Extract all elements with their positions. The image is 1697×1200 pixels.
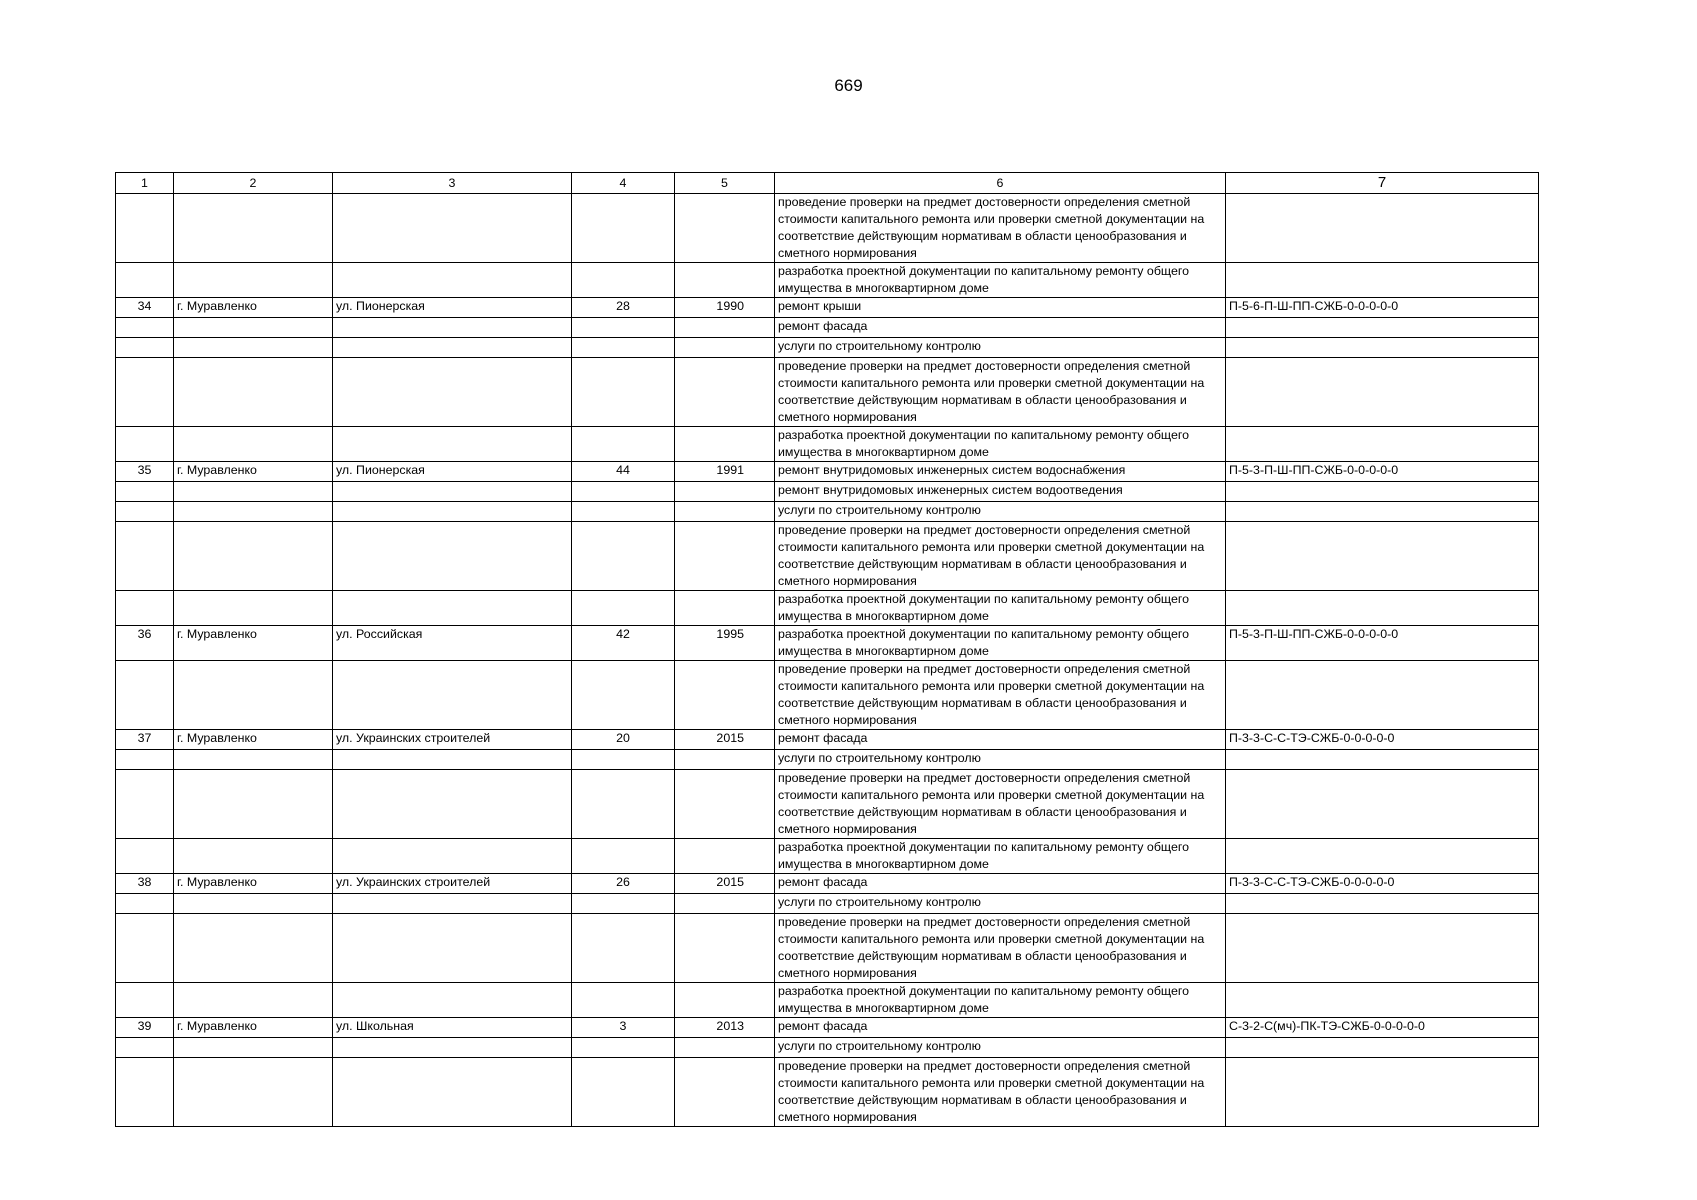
house-number-cell: 28	[572, 298, 675, 318]
street-cell	[333, 358, 572, 427]
building-code-cell	[1226, 983, 1539, 1018]
year-cell: 1995	[675, 626, 775, 661]
city-cell: г. Муравленко	[174, 730, 333, 750]
row-number-cell	[116, 263, 174, 298]
row-number-cell	[116, 482, 174, 502]
table-row	[116, 358, 1539, 427]
work-type-cell: разработка проектной документации по капитальному ремонту общего имущества в многоквартирном доме	[775, 427, 1226, 462]
work-type-cell: проведение проверки на предмет достоверности определения сметной стоимости капитального ремонта или проверки сметной документации на соответствие действующим нормативам в области ценообразования и сметного нормирования	[775, 522, 1226, 591]
row-number-cell	[116, 194, 174, 263]
row-number-cell: 34	[116, 298, 174, 318]
row-number-cell	[116, 427, 174, 462]
column-header: 1	[116, 173, 174, 194]
city-cell: г. Муравленко	[174, 626, 333, 661]
city-cell	[174, 591, 333, 626]
building-code-cell: П-5-6-П-Ш-ПП-СЖБ-0-0-0-0-0	[1226, 298, 1539, 318]
house-number-cell	[572, 839, 675, 874]
city-cell	[174, 1038, 333, 1058]
work-type-cell: услуги по строительному контролю	[775, 1038, 1226, 1058]
street-cell	[333, 983, 572, 1018]
column-header: 2	[174, 173, 333, 194]
table-row	[116, 263, 1539, 298]
house-number-cell: 3	[572, 1018, 675, 1038]
row-number-cell	[116, 914, 174, 983]
city-cell: г. Муравленко	[174, 1018, 333, 1038]
column-header: 6	[775, 173, 1226, 194]
year-cell: 2015	[675, 874, 775, 894]
work-type-cell: услуги по строительному контролю	[775, 338, 1226, 358]
city-cell: г. Муравленко	[174, 298, 333, 318]
row-number-cell	[116, 983, 174, 1018]
table-row	[116, 661, 1539, 730]
year-cell	[675, 591, 775, 626]
house-number-cell	[572, 522, 675, 591]
year-cell	[675, 358, 775, 427]
year-cell	[675, 263, 775, 298]
work-type-cell: разработка проектной документации по капитальному ремонту общего имущества в многоквартирном доме	[775, 591, 1226, 626]
house-number-cell	[572, 482, 675, 502]
table-row	[116, 427, 1539, 462]
city-cell	[174, 661, 333, 730]
street-cell	[333, 894, 572, 914]
house-number-cell	[572, 338, 675, 358]
table-row	[116, 462, 1539, 482]
street-cell	[333, 263, 572, 298]
year-cell	[675, 502, 775, 522]
house-number-cell	[572, 661, 675, 730]
work-type-cell: проведение проверки на предмет достоверности определения сметной стоимости капитального ремонта или проверки сметной документации на соответствие действующим нормативам в области ценообразования и сметного нормирования	[775, 914, 1226, 983]
table-row	[116, 874, 1539, 894]
street-cell: ул. Школьная	[333, 1018, 572, 1038]
year-cell	[675, 661, 775, 730]
house-number-cell	[572, 1038, 675, 1058]
year-cell	[675, 194, 775, 263]
building-code-cell	[1226, 894, 1539, 914]
work-type-cell: услуги по строительному контролю	[775, 502, 1226, 522]
table-row	[116, 894, 1539, 914]
city-cell	[174, 263, 333, 298]
city-cell	[174, 427, 333, 462]
street-cell	[333, 1038, 572, 1058]
house-number-cell	[572, 894, 675, 914]
row-number-cell: 36	[116, 626, 174, 661]
table-row	[116, 338, 1539, 358]
building-code-cell	[1226, 661, 1539, 730]
work-type-cell: ремонт внутридомовых инженерных систем водоснабжения	[775, 462, 1226, 482]
table-row	[116, 770, 1539, 839]
year-cell	[675, 318, 775, 338]
building-code-cell	[1226, 770, 1539, 839]
table-row	[116, 522, 1539, 591]
work-type-cell: проведение проверки на предмет достоверности определения сметной стоимости капитального ремонта или проверки сметной документации на соответствие действующим нормативам в области ценообразования и сметного нормирования	[775, 661, 1226, 730]
street-cell	[333, 914, 572, 983]
row-number-cell: 37	[116, 730, 174, 750]
column-header: 4	[572, 173, 675, 194]
row-number-cell	[116, 502, 174, 522]
house-number-cell	[572, 194, 675, 263]
table-row	[116, 839, 1539, 874]
city-cell	[174, 894, 333, 914]
city-cell	[174, 194, 333, 263]
row-number-cell	[116, 318, 174, 338]
work-type-cell: ремонт крыши	[775, 298, 1226, 318]
row-number-cell	[116, 358, 174, 427]
work-type-cell: разработка проектной документации по капитальному ремонту общего имущества в многоквартирном доме	[775, 626, 1226, 661]
year-cell	[675, 894, 775, 914]
building-code-cell: П-5-3-П-Ш-ПП-СЖБ-0-0-0-0-0	[1226, 626, 1539, 661]
work-type-cell: услуги по строительному контролю	[775, 750, 1226, 770]
work-type-cell: ремонт фасада	[775, 730, 1226, 750]
building-code-cell	[1226, 914, 1539, 983]
city-cell	[174, 983, 333, 1018]
house-number-cell	[572, 983, 675, 1018]
city-cell	[174, 482, 333, 502]
house-number-cell	[572, 770, 675, 839]
year-cell	[675, 522, 775, 591]
work-type-cell: проведение проверки на предмет достоверности определения сметной стоимости капитального ремонта или проверки сметной документации на соответствие действующим нормативам в области ценообразования и сметного нормирования	[775, 194, 1226, 263]
street-cell: ул. Украинских строителей	[333, 874, 572, 894]
table-row	[116, 591, 1539, 626]
building-code-cell	[1226, 1038, 1539, 1058]
street-cell	[333, 661, 572, 730]
city-cell	[174, 502, 333, 522]
building-code-cell	[1226, 1058, 1539, 1127]
page-number: 669	[834, 76, 863, 95]
city-cell: г. Муравленко	[174, 462, 333, 482]
city-cell	[174, 750, 333, 770]
table-row	[116, 914, 1539, 983]
house-number-cell: 26	[572, 874, 675, 894]
year-cell	[675, 1038, 775, 1058]
house-number-cell	[572, 358, 675, 427]
street-cell: ул. Пионерская	[333, 298, 572, 318]
building-code-cell	[1226, 482, 1539, 502]
row-number-cell	[116, 338, 174, 358]
table-row	[116, 502, 1539, 522]
row-number-cell	[116, 661, 174, 730]
row-number-cell: 35	[116, 462, 174, 482]
building-code-cell: П-3-3-С-С-ТЭ-СЖБ-0-0-0-0-0	[1226, 874, 1539, 894]
building-code-cell: С-3-2-С(мч)-ПК-ТЭ-СЖБ-0-0-0-0-0	[1226, 1018, 1539, 1038]
work-type-cell: проведение проверки на предмет достоверности определения сметной стоимости капитального ремонта или проверки сметной документации на соответствие действующим нормативам в области ценообразования и сметного нормирования	[775, 358, 1226, 427]
table-row	[116, 626, 1539, 661]
table-row	[116, 318, 1539, 338]
work-type-cell: разработка проектной документации по капитальному ремонту общего имущества в многоквартирном доме	[775, 263, 1226, 298]
column-number-row	[116, 173, 1539, 194]
city-cell	[174, 338, 333, 358]
building-code-cell	[1226, 591, 1539, 626]
column-header: 7	[1226, 173, 1539, 194]
house-number-cell: 42	[572, 626, 675, 661]
work-type-cell: разработка проектной документации по капитальному ремонту общего имущества в многоквартирном доме	[775, 983, 1226, 1018]
table-row	[116, 983, 1539, 1018]
row-number-cell	[116, 839, 174, 874]
street-cell	[333, 194, 572, 263]
city-cell	[174, 358, 333, 427]
year-cell: 2013	[675, 1018, 775, 1038]
row-number-cell	[116, 750, 174, 770]
column-header: 5	[675, 173, 775, 194]
work-type-cell: проведение проверки на предмет достоверности определения сметной стоимости капитального ремонта или проверки сметной документации на соответствие действующим нормативам в области ценообразования и сметного нормирования	[775, 770, 1226, 839]
street-cell	[333, 750, 572, 770]
building-code-cell	[1226, 502, 1539, 522]
building-code-cell: П-3-3-С-С-ТЭ-СЖБ-0-0-0-0-0	[1226, 730, 1539, 750]
street-cell	[333, 770, 572, 839]
row-number-cell	[116, 1058, 174, 1127]
year-cell: 1990	[675, 298, 775, 318]
row-number-cell	[116, 770, 174, 839]
table-row	[116, 750, 1539, 770]
building-code-cell	[1226, 318, 1539, 338]
house-number-cell	[572, 750, 675, 770]
year-cell: 1991	[675, 462, 775, 482]
house-number-cell	[572, 427, 675, 462]
year-cell	[675, 338, 775, 358]
city-cell	[174, 318, 333, 338]
house-number-cell	[572, 318, 675, 338]
house-number-cell: 20	[572, 730, 675, 750]
street-cell	[333, 338, 572, 358]
city-cell	[174, 914, 333, 983]
table-row	[116, 194, 1539, 263]
year-cell	[675, 482, 775, 502]
building-code-cell	[1226, 427, 1539, 462]
city-cell	[174, 522, 333, 591]
work-type-cell: ремонт фасада	[775, 1018, 1226, 1038]
street-cell	[333, 482, 572, 502]
street-cell	[333, 318, 572, 338]
street-cell: ул. Пионерская	[333, 462, 572, 482]
year-cell	[675, 750, 775, 770]
table-body	[116, 194, 1539, 1127]
work-type-cell: разработка проектной документации по капитальному ремонту общего имущества в многоквартирном доме	[775, 839, 1226, 874]
street-cell	[333, 522, 572, 591]
work-type-cell: ремонт внутридомовых инженерных систем водоотведения	[775, 482, 1226, 502]
house-number-cell	[572, 1058, 675, 1127]
column-header: 3	[333, 173, 572, 194]
house-number-cell	[572, 591, 675, 626]
row-number-cell: 38	[116, 874, 174, 894]
year-cell	[675, 1058, 775, 1127]
row-number-cell	[116, 894, 174, 914]
street-cell	[333, 839, 572, 874]
street-cell	[333, 1058, 572, 1127]
year-cell: 2015	[675, 730, 775, 750]
table-row	[116, 482, 1539, 502]
street-cell: ул. Российская	[333, 626, 572, 661]
street-cell	[333, 427, 572, 462]
city-cell	[174, 770, 333, 839]
house-number-cell	[572, 263, 675, 298]
row-number-cell	[116, 591, 174, 626]
street-cell: ул. Украинских строителей	[333, 730, 572, 750]
building-code-cell	[1226, 263, 1539, 298]
street-cell	[333, 502, 572, 522]
year-cell	[675, 427, 775, 462]
year-cell	[675, 983, 775, 1018]
table-row	[116, 1018, 1539, 1038]
table-row	[116, 298, 1539, 318]
city-cell	[174, 1058, 333, 1127]
city-cell: г. Муравленко	[174, 874, 333, 894]
building-code-cell	[1226, 194, 1539, 263]
building-code-cell	[1226, 522, 1539, 591]
work-type-cell: ремонт фасада	[775, 874, 1226, 894]
street-cell	[333, 591, 572, 626]
building-code-cell	[1226, 338, 1539, 358]
year-cell	[675, 914, 775, 983]
year-cell	[675, 770, 775, 839]
house-number-cell	[572, 502, 675, 522]
city-cell	[174, 839, 333, 874]
building-code-cell	[1226, 750, 1539, 770]
repair-schedule-table	[115, 172, 1539, 1127]
building-code-cell: П-5-3-П-Ш-ПП-СЖБ-0-0-0-0-0	[1226, 462, 1539, 482]
table-row	[116, 730, 1539, 750]
table-row	[116, 1038, 1539, 1058]
building-code-cell	[1226, 839, 1539, 874]
house-number-cell: 44	[572, 462, 675, 482]
building-code-cell	[1226, 358, 1539, 427]
house-number-cell	[572, 914, 675, 983]
work-type-cell: ремонт фасада	[775, 318, 1226, 338]
row-number-cell: 39	[116, 1018, 174, 1038]
work-type-cell: услуги по строительному контролю	[775, 894, 1226, 914]
work-type-cell: проведение проверки на предмет достоверности определения сметной стоимости капитального ремонта или проверки сметной документации на соответствие действующим нормативам в области ценообразования и сметного нормирования	[775, 1058, 1226, 1127]
row-number-cell	[116, 1038, 174, 1058]
row-number-cell	[116, 522, 174, 591]
year-cell	[675, 839, 775, 874]
table-row	[116, 1058, 1539, 1127]
